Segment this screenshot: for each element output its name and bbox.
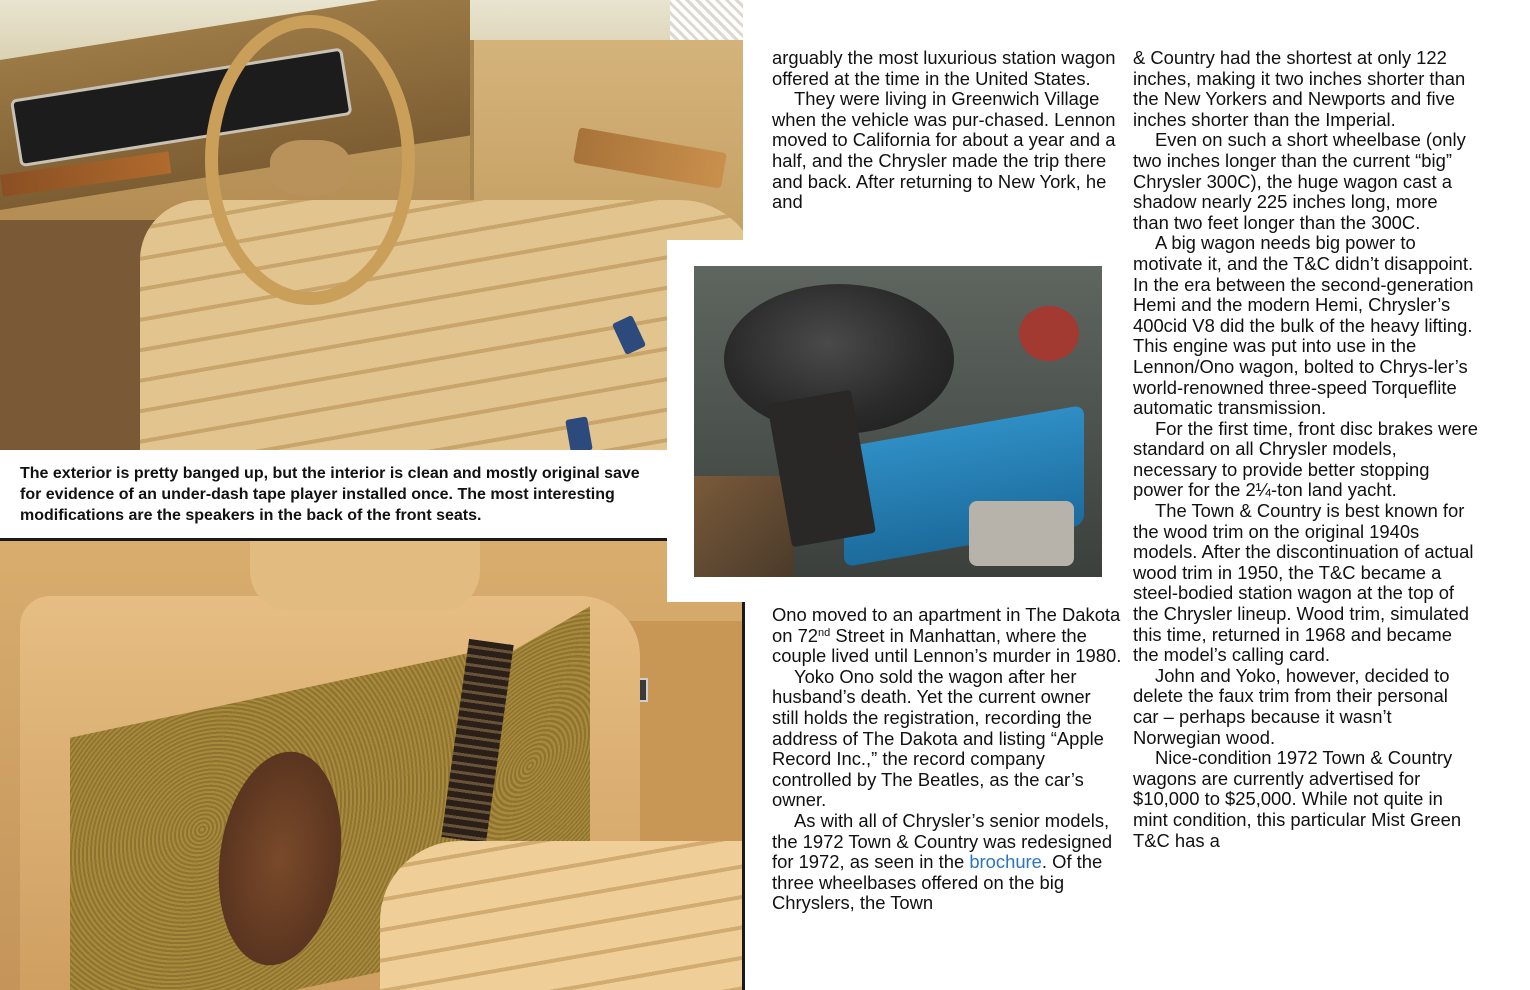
column-left-top (772, 48, 1122, 213)
paragraph-text: As with all of Chrysler’s senior models, the 1972 Town & Country was redesigned for 1972, as seen in the (772, 809, 1113, 873)
paragraph: Yoko Ono sold the wagon after her husband’s death. Yet the current owner still holds the registration, recording the address of The Dakota and listing “Apple Record Inc.,” the record company controlled by The Beatles, as the car’s owner. (772, 665, 1104, 811)
column-right (1133, 48, 1478, 851)
rear-seat (380, 841, 745, 990)
engine-bay-corner (694, 476, 794, 577)
engine-photo (694, 266, 1102, 577)
paragraph: Nice-condition 1972 Town & Country wagons are currently advertised for $10,000 to $25,000. While not quite in mint condition, this particular Mist Green T&C has a (1133, 747, 1462, 851)
paragraph: John and Yoko, however, decided to delete the faux trim from their personal car – perhaps because it wasn’t Norwegian wood. (1133, 664, 1450, 748)
interior-photo (0, 0, 743, 450)
paragraph (772, 605, 1122, 667)
brochure-link[interactable]: brochure (969, 851, 1042, 873)
paragraph: A big wagon needs big power to motivate it, and the T&C didn’t disappoint. In the era between the second-generation Hemi and the modern Hemi, Chrysler’s 400cid V8 did the bulk of the heavy lifting. This engine was put into use in the Lennon/Ono wagon, bolted to Chrys-ler’s world-renowned three-speed Torqueflite automatic transmission. (1133, 232, 1474, 419)
paragraph-text: Ono moved to an apartment in The Dakota on 72 (772, 604, 1121, 646)
paragraph-text: . Of the three wheelbases offered on the big Chryslers, the Town (772, 851, 1103, 914)
speakers-photo (0, 538, 745, 990)
steering-hub (270, 140, 350, 195)
paragraph-text: Street in Manhattan, where the couple lived until Lennon’s murder in 1980. (772, 624, 1122, 667)
paragraph: The Town & Country is best known for the wood trim on the original 1940s models. After the discontinuation of actual wood trim in 1950, the T&C became a steel-bodied station wagon at the top of the Chrysler lineup. Wood trim, simulated this time, returned in 1968 and became the model’s calling card. (1133, 500, 1474, 666)
master-cylinder (969, 501, 1074, 566)
distributor-cap (1019, 306, 1079, 361)
headrest (250, 541, 480, 611)
paragraph: Even on such a short wheelbase (only two inches longer than the current “big” Chrysler 300C), the huge wagon cast a shadow nearly 225 inches long, more than two feet longer than the 300C. (1133, 129, 1466, 233)
photo-caption: The exterior is pretty banged up, but the interior is clean and mostly original save for evidence of an under-dash tape player installed once. The most interesting modifications are the speakers in the back of the front seats. (20, 465, 640, 524)
paragraph: They were living in Greenwich Village when the vehicle was pur-chased. Lennon moved to California for about a year and a half, and the Chrysler made the trip there and back. After returning to New York, he and (772, 88, 1116, 213)
paragraph: & Country had the shortest at only 122 inches, making it two inches shorter than the New Yorkers and Newports and five inches shorter than the Imperial. (1133, 47, 1466, 130)
column-left-bottom (772, 605, 1122, 914)
paragraph (772, 811, 1122, 914)
paragraph: arguably the most luxurious station wagon offered at the time in the United States. (772, 47, 1116, 89)
paragraph: For the first time, front disc brakes were standard on all Chrysler models, necessary to provide better stopping power for the 2¼-ton land yacht. (1133, 417, 1478, 501)
ordinal-suffix: nd (818, 626, 831, 639)
